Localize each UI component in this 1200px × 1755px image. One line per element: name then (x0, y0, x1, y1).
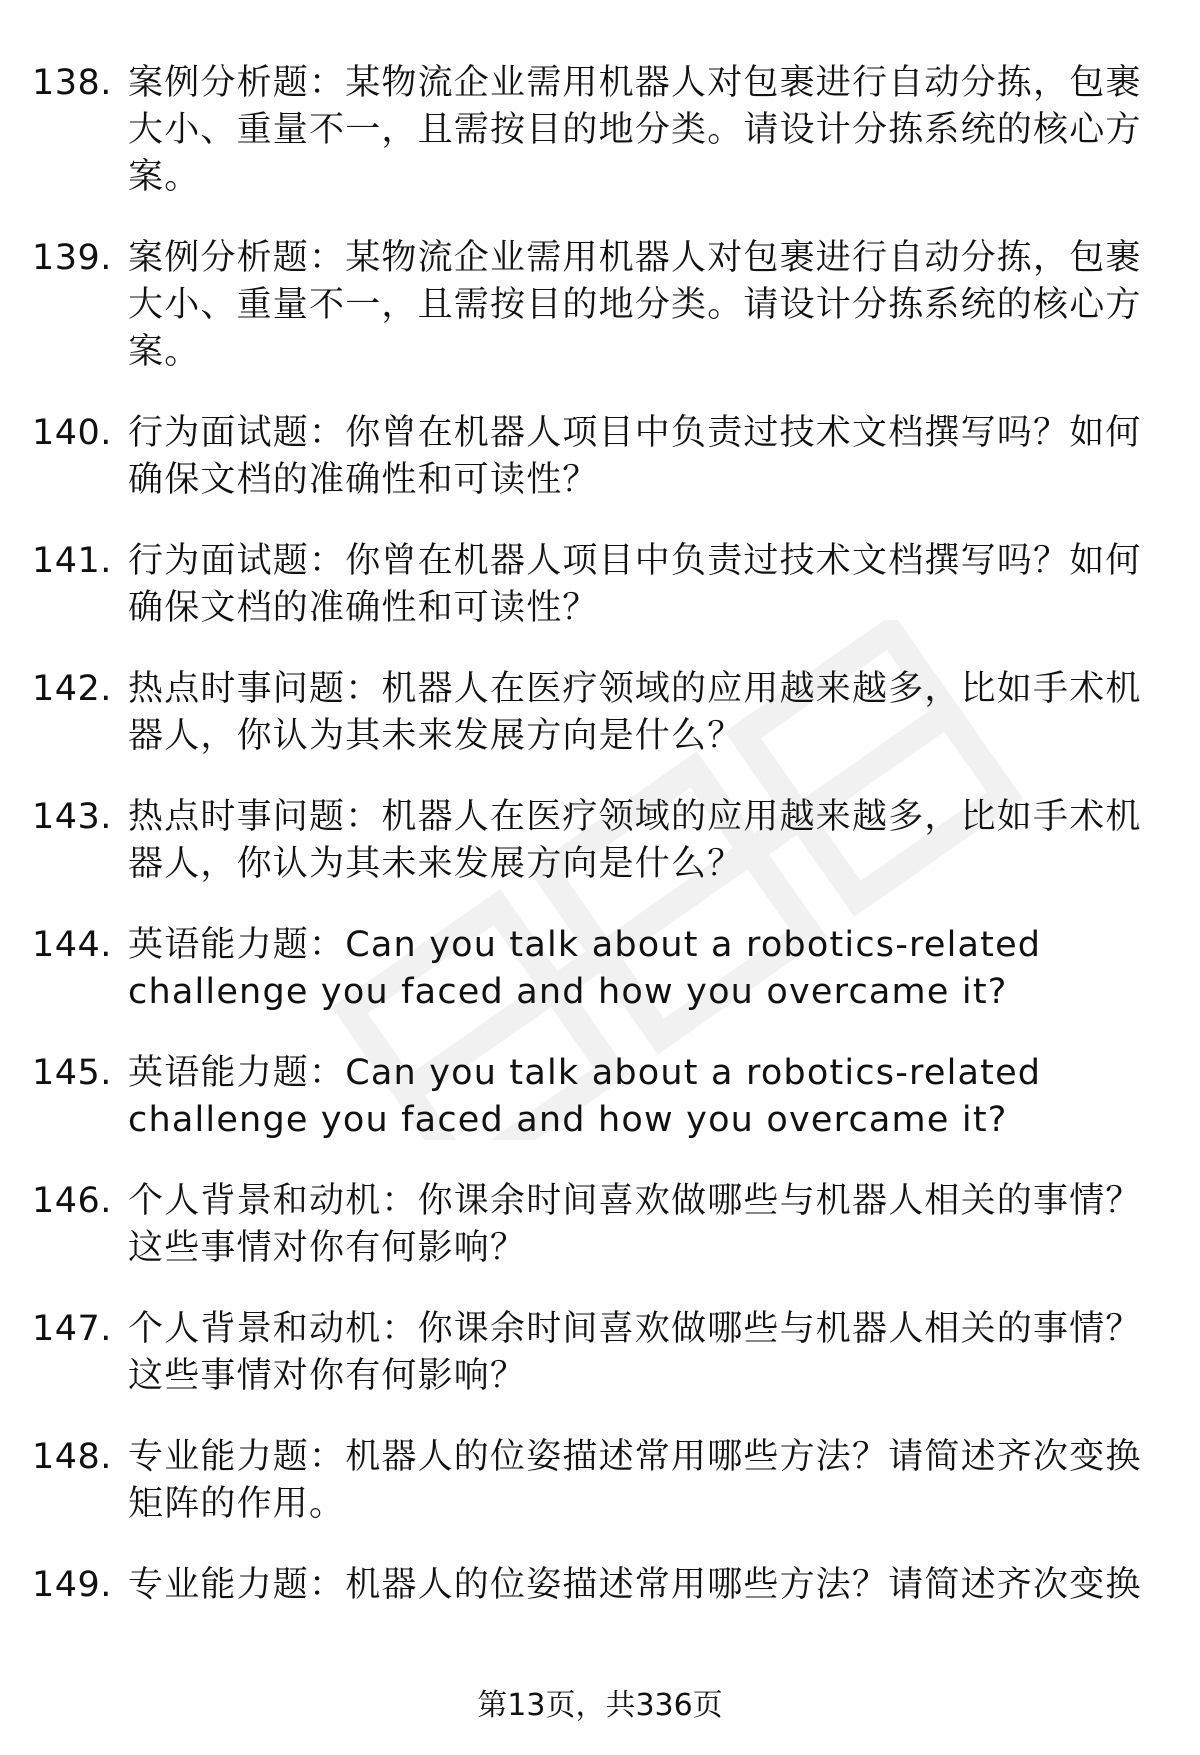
question-number: 143. (32, 797, 112, 837)
page-footer: 第13页，共336页 (477, 1688, 723, 1723)
question-number: 148. (32, 1437, 112, 1477)
question-text: 个人背景和动机：你课余时间喜欢做哪些与机器人相关的事情？这些事情对你有何影响？ (128, 1181, 1142, 1268)
question-text: 个人背景和动机：你课余时间喜欢做哪些与机器人相关的事情？这些事情对你有何影响？ (128, 1309, 1142, 1396)
question-number: 142. (32, 669, 112, 709)
question-number: 144. (32, 925, 112, 965)
question-number: 149. (32, 1565, 112, 1605)
question-text: 案例分析题：某物流企业需用机器人对包裹进行自动分拣，包裹大小、重量不一，且需按目的地分类。请设计分拣系统的核心方案。 (128, 63, 1142, 197)
question-text: 热点时事问题：机器人在医疗领域的应用越来越多，比如手术机器人，你认为其未来发展方向是什么？ (128, 669, 1142, 756)
question-item (0, 922, 1200, 1016)
question-text: 行为面试题：你曾在机器人项目中负责过技术文档撰写吗？如何确保文档的准确性和可读性？ (128, 413, 1142, 500)
question-text: 英语能力题：Can you talk about a robotics-related challenge you faced and how you overcame it? (128, 925, 1042, 1012)
question-item (0, 60, 1200, 201)
question-number: 146. (32, 1181, 112, 1221)
question-number: 145. (32, 1053, 112, 1093)
question-item (0, 1306, 1200, 1400)
question-item (0, 1178, 1200, 1272)
question-item (0, 1562, 1200, 1609)
question-number: 138. (32, 63, 112, 103)
question-text: 热点时事问题：机器人在医疗领域的应用越来越多，比如手术机器人，你认为其未来发展方向是什么？ (128, 797, 1142, 884)
question-item (0, 410, 1200, 504)
question-item (0, 235, 1200, 376)
question-text: 行为面试题：你曾在机器人项目中负责过技术文档撰写吗？如何确保文档的准确性和可读性？ (128, 541, 1142, 628)
question-number: 140. (32, 413, 112, 453)
question-text: 案例分析题：某物流企业需用机器人对包裹进行自动分拣，包裹大小、重量不一，且需按目的地分类。请设计分拣系统的核心方案。 (128, 238, 1142, 372)
question-item (0, 1434, 1200, 1528)
question-text: 专业能力题：机器人的位姿描述常用哪些方法？请简述齐次变换矩阵的作用。 (128, 1437, 1142, 1524)
question-item (0, 794, 1200, 888)
question-item (0, 1050, 1200, 1144)
question-text: 英语能力题：Can you talk about a robotics-related challenge you faced and how you overcame it? (128, 1053, 1042, 1140)
question-item (0, 666, 1200, 760)
question-item (0, 538, 1200, 632)
question-number: 139. (32, 238, 112, 278)
question-text: 专业能力题：机器人的位姿描述常用哪些方法？请简述齐次变换 (128, 1565, 1142, 1605)
question-number: 147. (32, 1309, 112, 1349)
question-list (0, 60, 1200, 1643)
question-number: 141. (32, 541, 112, 581)
